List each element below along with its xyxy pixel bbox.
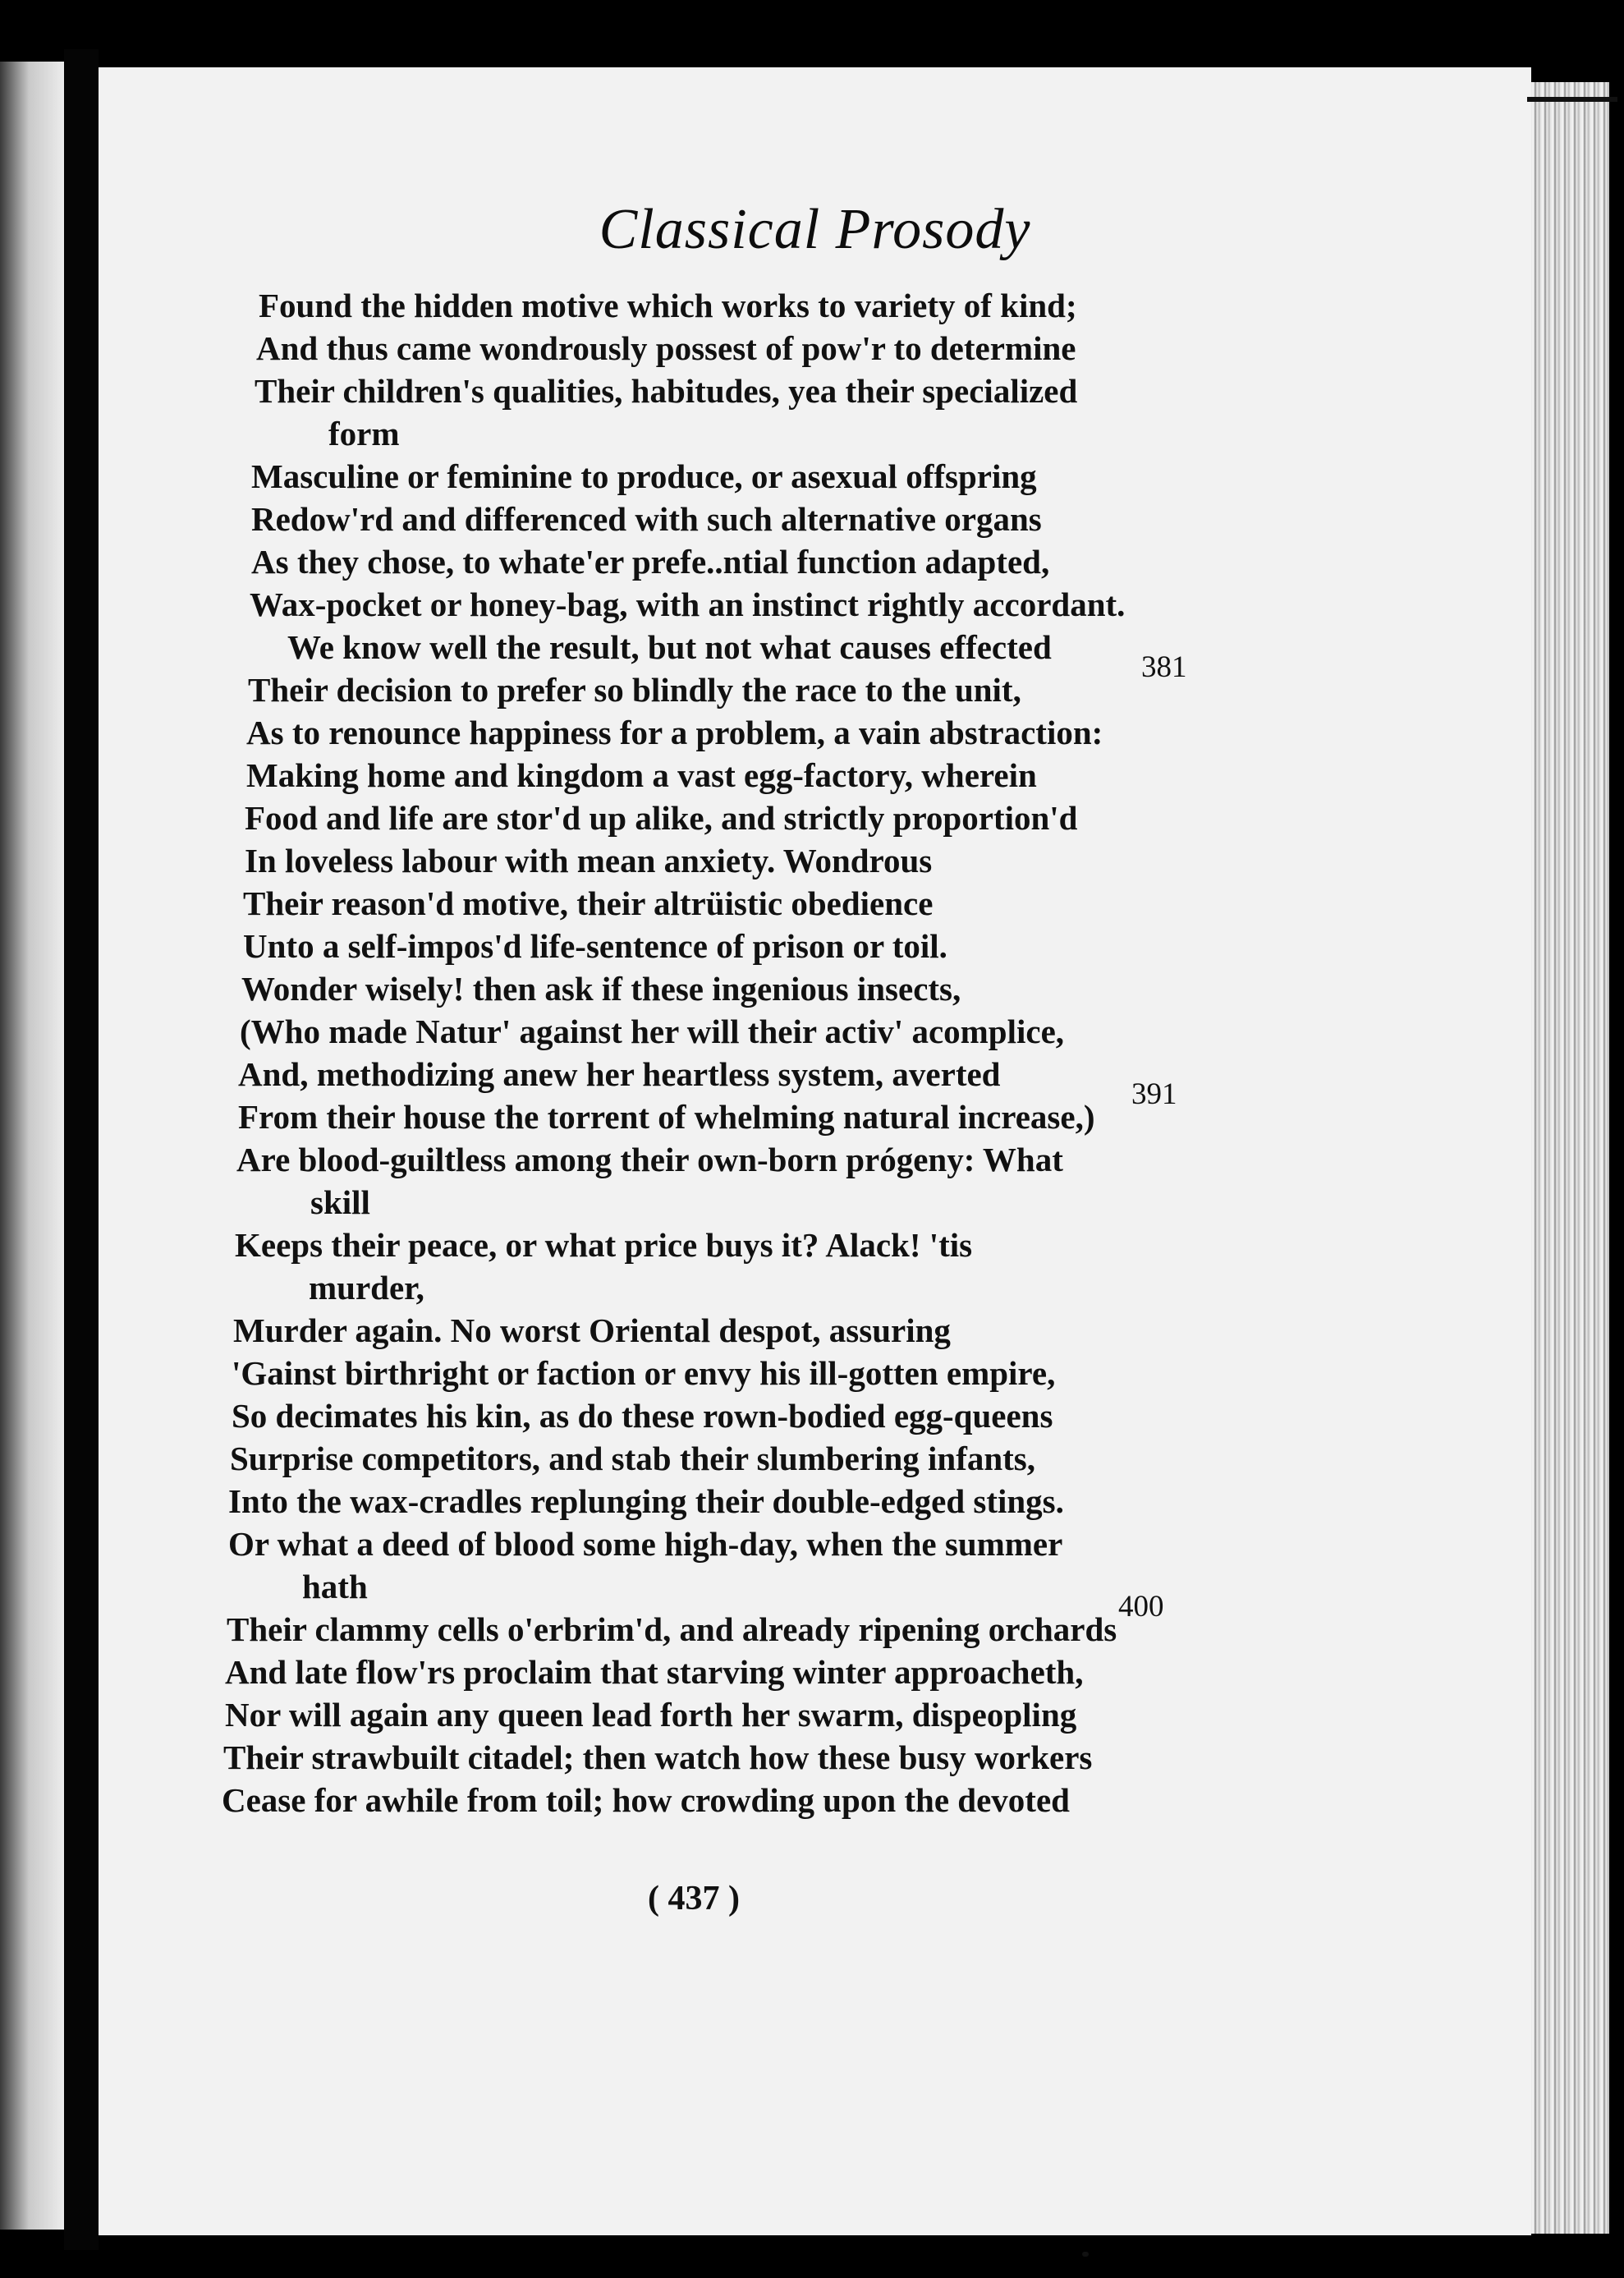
poem-line: Making home and kingdom a vast egg-factory, wherein: [246, 756, 1037, 794]
poem-line: Into the wax-cradles replunging their double-edged stings.: [228, 1482, 1064, 1520]
poem-line: Their strawbuilt citadel; then watch how these busy workers: [223, 1738, 1093, 1776]
line-number: 391: [1131, 1077, 1177, 1111]
poem-line: Cease for awhile from toil; how crowding upon the devoted: [222, 1781, 1070, 1819]
poem-line-continuation: hath: [302, 1568, 368, 1605]
poem-line: Wax-pocket or honey-bag, with an instinct rightly accordant.: [250, 586, 1126, 623]
poem-line: Their reason'd motive, their altrüistic obedience: [243, 884, 934, 922]
poem-line: Their children's qualities, habitudes, yea their specialized: [255, 372, 1078, 410]
poem-line: As to renounce happiness for a problem, a vain abstraction:: [246, 714, 1103, 751]
poem-line: Redow'rd and differenced with such alternative organs: [251, 500, 1042, 538]
poem-line: Masculine or feminine to produce, or asexual offspring: [251, 457, 1037, 495]
running-title: Classical Prosody: [599, 198, 1031, 261]
poem-line-continuation: murder,: [309, 1269, 424, 1307]
poem-line: Unto a self-impos'd life-sentence of prison or toil.: [243, 927, 947, 965]
poem-line: Murder again. No worst Oriental despot, assuring: [233, 1311, 951, 1349]
poem-line: (Who made Natur' against her will their activ' acomplice,: [240, 1013, 1065, 1050]
poem-line: In loveless labour with mean anxiety. Wondrous: [245, 842, 933, 880]
poem-line-continuation: form: [328, 415, 400, 452]
line-number: 400: [1118, 1590, 1164, 1624]
poem-line: And, methodizing anew her heartless system, averted: [238, 1055, 1001, 1093]
poem-line: Found the hidden motive which works to variety of kind;: [259, 287, 1077, 324]
poem-line: Surprise competitors, and stab their slumbering infants,: [230, 1440, 1036, 1477]
poem-line: Food and life are stor'd up alike, and strictly proportion'd: [245, 799, 1078, 837]
poem-line: And thus came wondrously possest of pow'r to determine: [256, 329, 1076, 367]
ink-speck: [1082, 2252, 1089, 2257]
poem-line: As they chose, to whate'er prefe..ntial function adapted,: [251, 543, 1050, 581]
poem-line: Their decision to prefer so blindly the race to the unit,: [248, 671, 1021, 709]
poem-line: And late flow'rs proclaim that starving winter approacheth,: [225, 1653, 1084, 1691]
poem-line-continuation: skill: [310, 1183, 370, 1221]
poem-line: Keeps their peace, or what price buys it? Alack! 'tis: [235, 1226, 973, 1264]
page-number: ( 437 ): [648, 1880, 740, 1917]
poem-line: Their clammy cells o'erbrim'd, and already ripening orchards: [227, 1610, 1117, 1648]
line-number: 381: [1141, 650, 1187, 684]
poem-line: From their house the torrent of whelming natural increase,): [238, 1098, 1095, 1136]
poem-line: So decimates his kin, as do these rown-bodied egg-queens: [232, 1397, 1053, 1435]
poem-line: Or what a deed of blood some high-day, when the summer: [228, 1525, 1063, 1563]
poem-line: 'Gainst birthright or faction or envy his ill-gotten empire,: [232, 1354, 1056, 1392]
poem-line: Wonder wisely! then ask if these ingenious insects,: [241, 970, 961, 1008]
poem-line: Are blood-guiltless among their own-born prógeny: What: [236, 1141, 1063, 1178]
poem-line: We know well the result, but not what causes effected: [287, 628, 1052, 666]
poem-line: Nor will again any queen lead forth her swarm, dispeopling: [225, 1696, 1077, 1734]
